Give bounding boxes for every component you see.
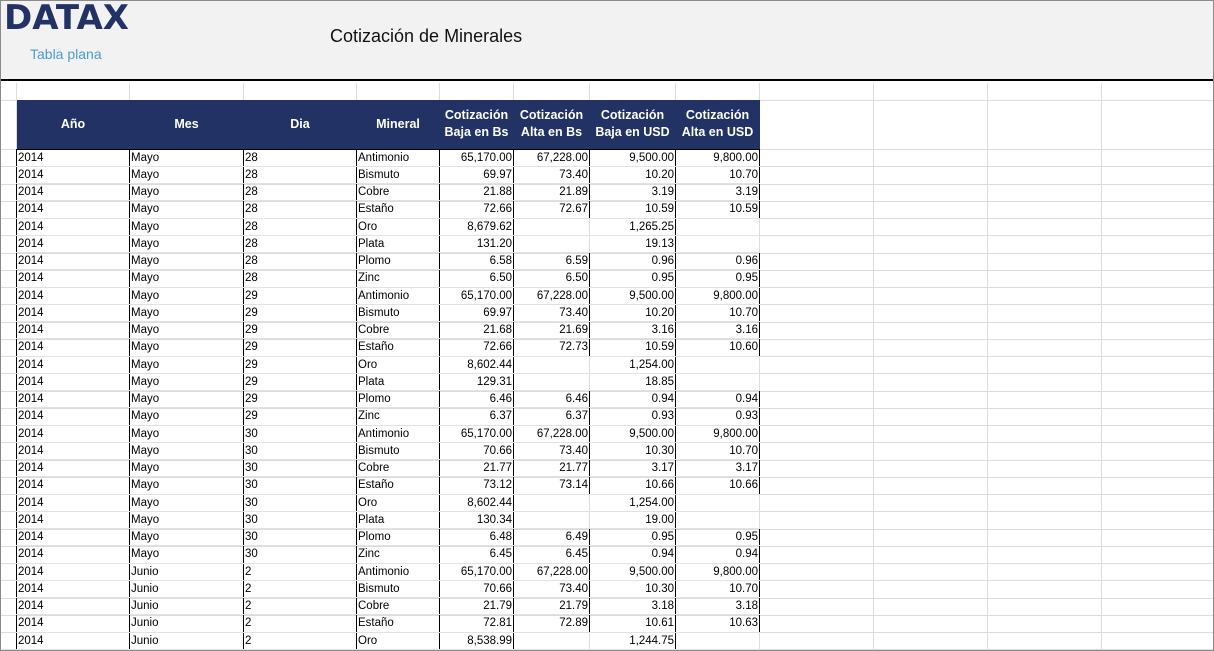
month-cell[interactable]: Mayo (130, 356, 244, 373)
table-row (17, 184, 760, 201)
year-cell[interactable]: 2014 (17, 373, 130, 390)
year-cell[interactable]: 2014 (17, 166, 130, 183)
high-usd-cell[interactable] (676, 235, 760, 252)
column-header[interactable] (17, 100, 130, 149)
high-bs-cell[interactable]: 21.69 (514, 322, 590, 339)
high-bs-cell[interactable]: 6.37 (514, 408, 590, 425)
low-usd-cell[interactable]: 10.30 (590, 442, 676, 459)
mineral-cell[interactable]: Zinc (357, 546, 440, 563)
low-bs-cell[interactable]: 65,170.00 (440, 563, 514, 580)
day-cell[interactable]: 29 (244, 322, 357, 339)
low-bs-cell[interactable]: 129.31 (440, 373, 514, 390)
grid-column-line (1101, 83, 1102, 651)
column-header-label: Cotización (519, 108, 584, 123)
high-usd-cell[interactable]: 10.70 (676, 442, 760, 459)
table-row (17, 425, 760, 442)
mineral-cell[interactable]: Zinc (357, 270, 440, 287)
low-bs-cell[interactable]: 65,170.00 (440, 425, 514, 442)
low-usd-cell[interactable]: 9,500.00 (590, 149, 676, 166)
high-usd-cell[interactable]: 0.95 (676, 270, 760, 287)
month-cell[interactable]: Mayo (130, 425, 244, 442)
day-cell[interactable]: 2 (244, 598, 357, 615)
low-bs-cell[interactable]: 8,602.44 (440, 494, 514, 511)
column-header-label: Cotización (600, 108, 665, 123)
year-cell[interactable]: 2014 (17, 442, 130, 459)
high-bs-cell[interactable]: 6.50 (514, 270, 590, 287)
year-cell[interactable]: 2014 (17, 391, 130, 408)
low-usd-cell[interactable]: 10.20 (590, 304, 676, 321)
month-cell[interactable]: Mayo (130, 253, 244, 270)
low-usd-cell[interactable]: 10.61 (590, 615, 676, 632)
mineral-cell[interactable]: Antimonio (357, 425, 440, 442)
year-cell[interactable]: 2014 (17, 270, 130, 287)
month-cell[interactable]: Mayo (130, 184, 244, 201)
mineral-cell[interactable]: Bismuto (357, 304, 440, 321)
month-cell[interactable]: Mayo (130, 218, 244, 235)
column-header-label: Baja en Bs (444, 125, 509, 140)
low-usd-cell[interactable]: 9,500.00 (590, 563, 676, 580)
low-bs-cell[interactable]: 72.81 (440, 615, 514, 632)
month-cell[interactable]: Mayo (130, 391, 244, 408)
year-cell[interactable]: 2014 (17, 477, 130, 494)
mineral-cell[interactable]: Estaño (357, 339, 440, 356)
table-row (17, 253, 760, 270)
high-usd-cell[interactable]: 3.19 (676, 184, 760, 201)
day-cell[interactable]: 28 (244, 235, 357, 252)
high-bs-cell[interactable]: 72.89 (514, 615, 590, 632)
high-bs-cell[interactable]: 73.40 (514, 304, 590, 321)
high-bs-cell[interactable]: 21.79 (514, 598, 590, 615)
low-usd-cell[interactable]: 10.66 (590, 477, 676, 494)
day-cell[interactable]: 28 (244, 201, 357, 218)
table-row (17, 615, 760, 632)
month-cell[interactable]: Mayo (130, 270, 244, 287)
day-cell[interactable]: 2 (244, 580, 357, 597)
table-body (17, 149, 760, 649)
mineral-cell[interactable]: Antimonio (357, 149, 440, 166)
low-usd-cell[interactable]: 3.19 (590, 184, 676, 201)
day-cell[interactable]: 29 (244, 373, 357, 390)
table-row (17, 373, 760, 390)
mineral-cell[interactable]: Plata (357, 373, 440, 390)
low-usd-cell[interactable]: 0.95 (590, 529, 676, 546)
grid-column-line (987, 83, 988, 651)
low-bs-cell[interactable]: 72.66 (440, 339, 514, 356)
day-cell[interactable]: 30 (244, 511, 357, 528)
year-cell[interactable]: 2014 (17, 494, 130, 511)
table-row (17, 442, 760, 459)
day-cell[interactable]: 29 (244, 339, 357, 356)
table-row (17, 304, 760, 321)
high-bs-cell[interactable]: 72.73 (514, 339, 590, 356)
year-cell[interactable]: 2014 (17, 184, 130, 201)
month-cell[interactable]: Mayo (130, 166, 244, 183)
low-usd-cell[interactable]: 3.17 (590, 460, 676, 477)
month-cell[interactable]: Mayo (130, 529, 244, 546)
column-header-label: Cotización (444, 108, 509, 123)
high-bs-cell[interactable] (514, 235, 590, 252)
low-bs-cell[interactable]: 6.48 (440, 529, 514, 546)
table-row (17, 201, 760, 218)
day-cell[interactable]: 2 (244, 563, 357, 580)
high-bs-cell[interactable]: 67,228.00 (514, 563, 590, 580)
table-row (17, 546, 760, 563)
month-cell[interactable]: Mayo (130, 149, 244, 166)
day-cell[interactable]: 30 (244, 425, 357, 442)
high-bs-cell[interactable]: 73.40 (514, 442, 590, 459)
day-cell[interactable]: 30 (244, 442, 357, 459)
page-title: Cotización de Minerales (330, 26, 523, 46)
low-usd-cell[interactable]: 10.30 (590, 580, 676, 597)
day-cell[interactable]: 29 (244, 408, 357, 425)
day-cell[interactable]: 30 (244, 460, 357, 477)
low-bs-cell[interactable]: 8,602.44 (440, 356, 514, 373)
high-usd-cell[interactable]: 0.93 (676, 408, 760, 425)
table-row (17, 460, 760, 477)
high-bs-cell[interactable]: 67,228.00 (514, 287, 590, 304)
high-bs-cell[interactable]: 21.89 (514, 184, 590, 201)
year-cell[interactable]: 2014 (17, 253, 130, 270)
low-usd-cell[interactable]: 10.59 (590, 201, 676, 218)
mineral-cell[interactable]: Oro (357, 356, 440, 373)
table-row (17, 408, 760, 425)
high-usd-cell[interactable]: 10.70 (676, 166, 760, 183)
low-usd-cell[interactable]: 3.16 (590, 322, 676, 339)
year-cell[interactable]: 2014 (17, 287, 130, 304)
mineral-cell[interactable]: Cobre (357, 460, 440, 477)
low-usd-cell[interactable]: 0.94 (590, 391, 676, 408)
day-cell[interactable]: 28 (244, 253, 357, 270)
high-usd-cell[interactable]: 9,800.00 (676, 425, 760, 442)
low-bs-cell[interactable]: 6.45 (440, 546, 514, 563)
mineral-cell[interactable]: Estaño (357, 615, 440, 632)
day-cell[interactable]: 29 (244, 304, 357, 321)
high-usd-cell[interactable]: 3.18 (676, 598, 760, 615)
low-usd-cell[interactable]: 19.13 (590, 235, 676, 252)
high-bs-cell[interactable] (514, 632, 590, 649)
low-bs-cell[interactable]: 130.34 (440, 511, 514, 528)
high-usd-cell[interactable]: 10.63 (676, 615, 760, 632)
low-bs-cell[interactable]: 8,538.99 (440, 632, 514, 649)
high-bs-cell[interactable]: 6.59 (514, 253, 590, 270)
year-cell[interactable]: 2014 (17, 235, 130, 252)
mineral-cell[interactable]: Plata (357, 235, 440, 252)
mineral-cell[interactable]: Bismuto (357, 580, 440, 597)
table-row (17, 632, 760, 649)
low-bs-cell[interactable]: 131.20 (440, 235, 514, 252)
low-usd-cell[interactable]: 0.94 (590, 546, 676, 563)
year-cell[interactable]: 2014 (17, 511, 130, 528)
high-bs-cell[interactable] (514, 373, 590, 390)
low-bs-cell[interactable]: 6.46 (440, 391, 514, 408)
mineral-cell[interactable]: Bismuto (357, 442, 440, 459)
month-cell[interactable]: Junio (130, 632, 244, 649)
year-cell[interactable]: 2014 (17, 304, 130, 321)
day-cell[interactable]: 28 (244, 184, 357, 201)
low-usd-cell[interactable]: 10.59 (590, 339, 676, 356)
month-cell[interactable]: Mayo (130, 304, 244, 321)
table-row (17, 511, 760, 528)
high-bs-cell[interactable]: 73.40 (514, 166, 590, 183)
year-cell[interactable]: 2014 (17, 580, 130, 597)
high-bs-cell[interactable]: 6.46 (514, 391, 590, 408)
low-bs-cell[interactable]: 6.58 (440, 253, 514, 270)
table-row (17, 391, 760, 408)
table-row (17, 529, 760, 546)
low-usd-cell[interactable]: 0.95 (590, 270, 676, 287)
column-header-label: Año (60, 116, 86, 131)
low-bs-cell[interactable]: 72.66 (440, 201, 514, 218)
low-bs-cell[interactable]: 69.97 (440, 166, 514, 183)
column-header[interactable] (514, 100, 590, 149)
day-cell[interactable]: 30 (244, 546, 357, 563)
month-cell[interactable]: Mayo (130, 201, 244, 218)
low-bs-cell[interactable]: 21.88 (440, 184, 514, 201)
month-cell[interactable]: Junio (130, 580, 244, 597)
day-cell[interactable]: 28 (244, 166, 357, 183)
month-cell[interactable]: Mayo (130, 460, 244, 477)
mineral-cell[interactable]: Plomo (357, 529, 440, 546)
column-header[interactable] (244, 100, 357, 149)
day-cell[interactable]: 30 (244, 477, 357, 494)
low-usd-cell[interactable]: 1,265.25 (590, 218, 676, 235)
column-header-label: Mes (174, 116, 199, 131)
day-cell[interactable]: 28 (244, 149, 357, 166)
month-cell[interactable]: Mayo (130, 373, 244, 390)
month-cell[interactable]: Mayo (130, 511, 244, 528)
year-cell[interactable]: 2014 (17, 149, 130, 166)
day-cell[interactable]: 28 (244, 270, 357, 287)
high-usd-cell[interactable]: 10.59 (676, 201, 760, 218)
month-cell[interactable]: Mayo (130, 546, 244, 563)
low-usd-cell[interactable]: 3.18 (590, 598, 676, 615)
low-usd-cell[interactable]: 0.96 (590, 253, 676, 270)
high-bs-cell[interactable]: 73.14 (514, 477, 590, 494)
mineral-cell[interactable]: Antimonio (357, 287, 440, 304)
table-row (17, 563, 760, 580)
year-cell[interactable]: 2014 (17, 408, 130, 425)
high-usd-cell[interactable] (676, 218, 760, 235)
low-bs-cell[interactable]: 70.66 (440, 442, 514, 459)
high-bs-cell[interactable]: 6.49 (514, 529, 590, 546)
header-banner (1, 1, 1213, 81)
low-bs-cell[interactable]: 6.37 (440, 408, 514, 425)
year-cell[interactable]: 2014 (17, 615, 130, 632)
high-usd-cell[interactable]: 0.94 (676, 546, 760, 563)
high-usd-cell[interactable]: 0.96 (676, 253, 760, 270)
month-cell[interactable]: Junio (130, 598, 244, 615)
low-bs-cell[interactable]: 73.12 (440, 477, 514, 494)
low-usd-cell[interactable]: 18.85 (590, 373, 676, 390)
low-bs-cell[interactable]: 8,679.62 (440, 218, 514, 235)
table-row (17, 166, 760, 183)
low-usd-cell[interactable]: 10.20 (590, 166, 676, 183)
year-cell[interactable]: 2014 (17, 563, 130, 580)
column-header-label: Dia (290, 116, 310, 131)
day-cell[interactable]: 30 (244, 494, 357, 511)
mineral-cell[interactable]: Oro (357, 494, 440, 511)
table-row (17, 322, 760, 339)
high-bs-cell[interactable] (514, 356, 590, 373)
low-usd-cell[interactable]: 0.93 (590, 408, 676, 425)
column-header[interactable] (590, 100, 676, 149)
year-cell[interactable]: 2014 (17, 632, 130, 649)
high-usd-cell[interactable] (676, 632, 760, 649)
day-cell[interactable]: 29 (244, 391, 357, 408)
high-usd-cell[interactable]: 3.17 (676, 460, 760, 477)
year-cell[interactable]: 2014 (17, 460, 130, 477)
column-header-label: Mineral (376, 116, 420, 131)
month-cell[interactable]: Mayo (130, 235, 244, 252)
year-cell[interactable]: 2014 (17, 356, 130, 373)
year-cell[interactable]: 2014 (17, 529, 130, 546)
table-row (17, 356, 760, 373)
high-usd-cell[interactable] (676, 356, 760, 373)
table-row (17, 494, 760, 511)
high-usd-cell[interactable]: 0.95 (676, 529, 760, 546)
month-cell[interactable]: Mayo (130, 442, 244, 459)
table-row (17, 339, 760, 356)
mineral-cell[interactable]: Cobre (357, 322, 440, 339)
day-cell[interactable]: 28 (244, 218, 357, 235)
mineral-cell[interactable]: Estaño (357, 477, 440, 494)
high-usd-cell[interactable] (676, 373, 760, 390)
year-cell[interactable]: 2014 (17, 218, 130, 235)
year-cell[interactable]: 2014 (17, 322, 130, 339)
low-bs-cell[interactable]: 69.97 (440, 304, 514, 321)
column-header-label: Alta en USD (681, 125, 754, 140)
high-usd-cell[interactable]: 10.60 (676, 339, 760, 356)
month-cell[interactable]: Mayo (130, 287, 244, 304)
column-header[interactable] (676, 100, 760, 149)
mineral-cell[interactable]: Plomo (357, 391, 440, 408)
grid-column-line (873, 83, 874, 651)
mineral-cell[interactable]: Antimonio (357, 563, 440, 580)
day-cell[interactable]: 30 (244, 529, 357, 546)
mineral-cell[interactable]: Bismuto (357, 166, 440, 183)
mineral-cell[interactable]: Plomo (357, 253, 440, 270)
day-cell[interactable]: 2 (244, 632, 357, 649)
column-header-label: Cotización (685, 108, 750, 123)
mineral-cell[interactable]: Cobre (357, 598, 440, 615)
minerals-table (16, 100, 760, 650)
high-usd-cell[interactable]: 9,800.00 (676, 149, 760, 166)
low-bs-cell[interactable]: 6.50 (440, 270, 514, 287)
column-header-label: Baja en USD (595, 125, 670, 140)
datax-logo (4, 0, 129, 37)
day-cell[interactable]: 29 (244, 356, 357, 373)
table-row (17, 270, 760, 287)
low-usd-cell[interactable]: 9,500.00 (590, 425, 676, 442)
high-usd-cell[interactable]: 10.70 (676, 580, 760, 597)
month-cell[interactable]: Mayo (130, 408, 244, 425)
column-header[interactable] (440, 100, 514, 149)
high-usd-cell[interactable] (676, 494, 760, 511)
high-usd-cell[interactable]: 10.66 (676, 477, 760, 494)
low-bs-cell[interactable]: 65,170.00 (440, 149, 514, 166)
month-cell[interactable]: Mayo (130, 322, 244, 339)
low-usd-cell[interactable]: 1,244.75 (590, 632, 676, 649)
mineral-cell[interactable]: Oro (357, 632, 440, 649)
high-bs-cell[interactable] (514, 494, 590, 511)
month-cell[interactable]: Junio (130, 615, 244, 632)
year-cell[interactable]: 2014 (17, 546, 130, 563)
year-cell[interactable]: 2014 (17, 425, 130, 442)
high-usd-cell[interactable]: 9,800.00 (676, 287, 760, 304)
table-row (17, 477, 760, 494)
table-row (17, 218, 760, 235)
mineral-cell[interactable]: Cobre (357, 184, 440, 201)
year-cell[interactable]: 2014 (17, 201, 130, 218)
month-cell[interactable]: Mayo (130, 339, 244, 356)
mineral-cell[interactable]: Zinc (357, 408, 440, 425)
day-cell[interactable]: 29 (244, 287, 357, 304)
mineral-cell[interactable]: Estaño (357, 201, 440, 218)
high-bs-cell[interactable] (514, 511, 590, 528)
low-bs-cell[interactable]: 21.68 (440, 322, 514, 339)
column-header[interactable] (130, 100, 244, 149)
low-usd-cell[interactable]: 1,254.00 (590, 356, 676, 373)
month-cell[interactable]: Mayo (130, 477, 244, 494)
table-row (17, 287, 760, 304)
table-header-row (17, 100, 760, 149)
mineral-cell[interactable]: Plata (357, 511, 440, 528)
table-row (17, 235, 760, 252)
high-bs-cell[interactable]: 72.67 (514, 201, 590, 218)
table-row (17, 149, 760, 166)
month-cell[interactable]: Junio (130, 563, 244, 580)
high-bs-cell[interactable]: 67,228.00 (514, 425, 590, 442)
year-cell[interactable]: 2014 (17, 339, 130, 356)
table-row (17, 598, 760, 615)
year-cell[interactable]: 2014 (17, 598, 130, 615)
high-usd-cell[interactable]: 0.94 (676, 391, 760, 408)
mineral-cell[interactable]: Oro (357, 218, 440, 235)
low-usd-cell[interactable]: 1,254.00 (590, 494, 676, 511)
low-bs-cell[interactable]: 21.77 (440, 460, 514, 477)
high-bs-cell[interactable]: 21.77 (514, 460, 590, 477)
high-bs-cell[interactable] (514, 218, 590, 235)
low-bs-cell[interactable]: 21.79 (440, 598, 514, 615)
high-usd-cell[interactable]: 9,800.00 (676, 563, 760, 580)
logo-text: DATAX (4, 0, 129, 38)
month-cell[interactable]: Mayo (130, 494, 244, 511)
high-bs-cell[interactable]: 6.45 (514, 546, 590, 563)
low-bs-cell[interactable]: 70.66 (440, 580, 514, 597)
column-header-label: Alta en Bs (520, 125, 583, 140)
subtitle-link[interactable]: Tabla plana (30, 46, 102, 62)
high-bs-cell[interactable]: 67,228.00 (514, 149, 590, 166)
high-usd-cell[interactable] (676, 511, 760, 528)
day-cell[interactable]: 2 (244, 615, 357, 632)
high-usd-cell[interactable]: 3.16 (676, 322, 760, 339)
low-bs-cell[interactable]: 65,170.00 (440, 287, 514, 304)
column-header[interactable] (357, 100, 440, 149)
high-bs-cell[interactable]: 73.40 (514, 580, 590, 597)
low-usd-cell[interactable]: 9,500.00 (590, 287, 676, 304)
table-row (17, 580, 760, 597)
low-usd-cell[interactable]: 19.00 (590, 511, 676, 528)
high-usd-cell[interactable]: 10.70 (676, 304, 760, 321)
